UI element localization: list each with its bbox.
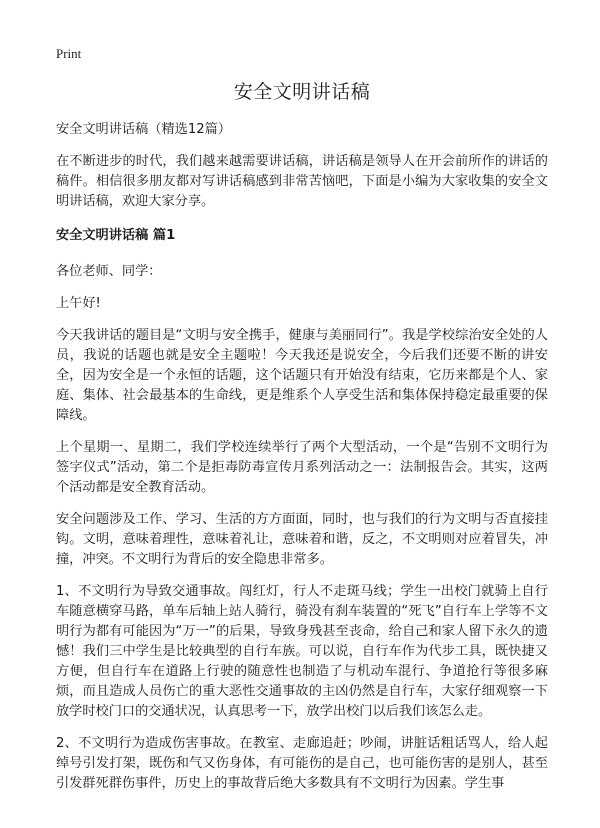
intro-paragraph: 在不断进步的时代，我们越来越需要讲话稿，讲话稿是领导人在开会前所作的讲话的稿件。相信很多朋友都对写讲话稿感到非常苦恼吧，下面是小编为大家收集的安全文明讲话稿，欢迎大家分享。: [56, 154, 548, 209]
body-paragraph: 1、不文明行为导致交通事故。闯红灯，行人不走斑马线；学生一出校门就骑上自行车随意横穿马路，单车后轴上站人骑行，骑没有刹车装置的“死飞”自行车上学等不文明行为都有可能因为“万一”的后果，导致身残甚至丧命，给自己和家人留下永久的遗憾！我们三中学生是比较典型的自行车族。可以说，自行车作为代步工具，既快捷又方便，但自行车在道路上行驶的随意性也制造了与机动车混行、争道抢行等很多麻烦，而且造成人员伤亡的重大恶性交通事故的主凶仍然是自行车，大家仔细观察一下放学时校门口的交通状况，认真思考一下，放学出校门以后我们该怎么走。: [56, 584, 548, 719]
document-body: [56, 76, 548, 794]
print-link[interactable]: Print: [56, 46, 82, 61]
body-paragraph: 今天我讲话的题目是“文明与安全携手，健康与美丽同行”。我是学校综治安全处的人员，我说的话题也就是安全主题啦！今天我还是说安全，今后我们还要不断的讲安全，因为安全是一个永恒的话题，这个话题只有开始没有结束，它历来都是个人、家庭、集体、社会最基本的生命线，更是维系个人享受生活和集体保持稳定最重要的保障线。: [56, 328, 548, 423]
section-heading: 安全文明讲话稿 篇1: [56, 228, 176, 243]
page-title: 安全文明讲话稿: [233, 81, 371, 103]
body-paragraph: 2、不文明行为造成伤害事故。在教室、走廊追赶；吵闹，讲脏话粗话骂人，给人起绰号引发打架，既伤和气又伤身体，有可能伤的是自己，也可能伤害的是别人，甚至引发群死群伤事件，历史上的事故背后绝大多数具有不文明行为因素。学生事: [56, 736, 548, 791]
document-subtitle: 安全文明讲话稿（精选12篇）: [56, 122, 232, 137]
body-paragraph: 上个星期一、星期二，我们学校连续举行了两个大型活动，一个是“告别不文明行为签字仪式”活动，第二个是拒毒防毒宣传月系列活动之一：法制报告会。其实，这两个活动都是安全教育活动。: [56, 440, 548, 495]
salutation-paragraph: 上午好!: [56, 296, 101, 311]
body-paragraph: 安全问题涉及工作、学习、生活的方方面面，同时，也与我们的行为文明与否直接挂钩。文明，意味着理性，意味着礼让，意味着和谐，反之，不文明则对应着冒失，冲撞，冲突。不文明行为背后的安全隐患非常多。: [56, 512, 548, 567]
greeting-paragraph: 各位老师、同学：: [56, 264, 162, 279]
